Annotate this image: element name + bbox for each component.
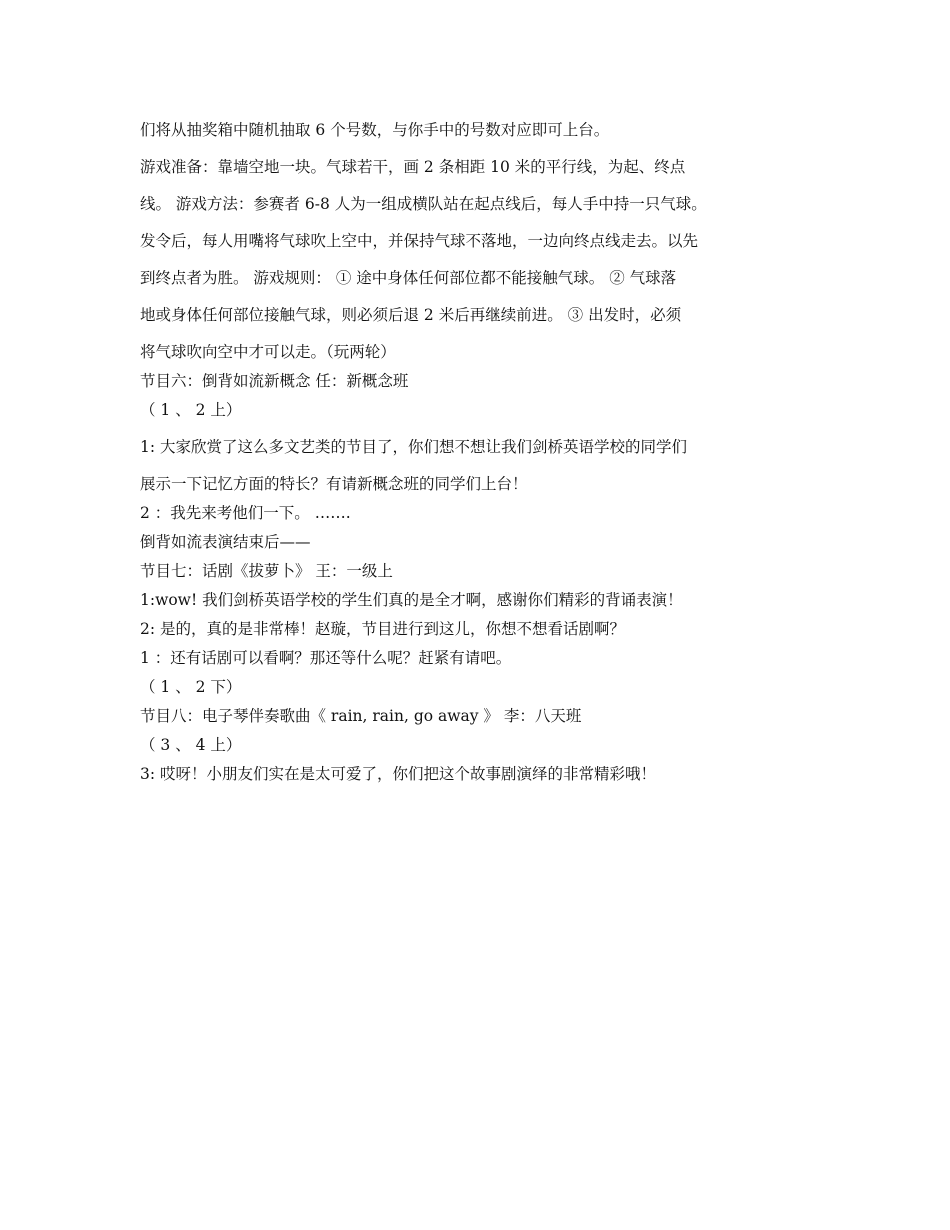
document-body bbox=[140, 116, 830, 789]
text-line: 倒背如流表演结束后—— bbox=[140, 533, 311, 551]
text-line: 游戏准备：靠墙空地一块。气球若干，画 2 条相距 10 米的平行线，为起、终点 bbox=[140, 158, 686, 176]
program-heading: 节目六：倒背如流新概念 任：新概念班 bbox=[140, 372, 409, 390]
text-line: 地或身体任何部位接触气球，则必须后退 2 米后再继续前进。 ③ 出发时，必须 bbox=[140, 306, 682, 324]
host-note: （ 1 、 2 上） bbox=[140, 401, 242, 419]
text-line: 线。 游戏方法：参赛者 6-8 人为一组成横队站在起点线后，每人手中持一只气球。 bbox=[140, 195, 707, 213]
text-line: 将气球吹向空中才可以走。（玩两轮） bbox=[140, 343, 396, 361]
dialogue-line: 3: 哎呀！小朋友们实在是太可爱了，你们把这个故事剧演绎的非常精彩哦！ bbox=[140, 765, 657, 783]
dialogue-line: 展示一下记忆方面的特长？有请新概念班的同学们上台！ bbox=[140, 475, 528, 493]
dialogue-line: 2: 是的，真的是非常棒！赵璇，节目进行到这儿，你想不想看话剧啊？ bbox=[140, 620, 626, 638]
program-heading: 节目七：话剧《拔萝卜》 王：一级上 bbox=[140, 562, 393, 580]
dialogue-line: 1 ：还有话剧可以看啊？那还等什么呢？赶紧有请吧。 bbox=[140, 649, 512, 667]
host-note: （ 1 、 2 下） bbox=[140, 678, 242, 696]
dialogue-line: 1:wow! 我们剑桥英语学校的学生们真的是全才啊，感谢你们精彩的背诵表演！ bbox=[140, 591, 683, 609]
text-line: 发令后，每人用嘴将气球吹上空中，并保持气球不落地，一边向终点线走去。以先 bbox=[140, 232, 699, 250]
host-note: （ 3 、 4 上） bbox=[140, 736, 242, 754]
program-heading: 节目八：电子琴伴奏歌曲《 rain, rain, go away 》 李：八天班 bbox=[140, 707, 582, 725]
text-line: 们将从抽奖箱中随机抽取 6 个号数，与你手中的号数对应即可上台。 bbox=[140, 121, 610, 139]
dialogue-line: 2 ：我先来考他们一下。 ……. bbox=[140, 504, 351, 522]
text-line: 到终点者为胜。 游戏规则： ① 途中身体任何部位都不能接触气球。 ② 气球落 bbox=[140, 269, 677, 287]
dialogue-line: 1: 大家欣赏了这么多文艺类的节目了，你们想不想让我们剑桥英语学校的同学们 bbox=[140, 438, 688, 456]
